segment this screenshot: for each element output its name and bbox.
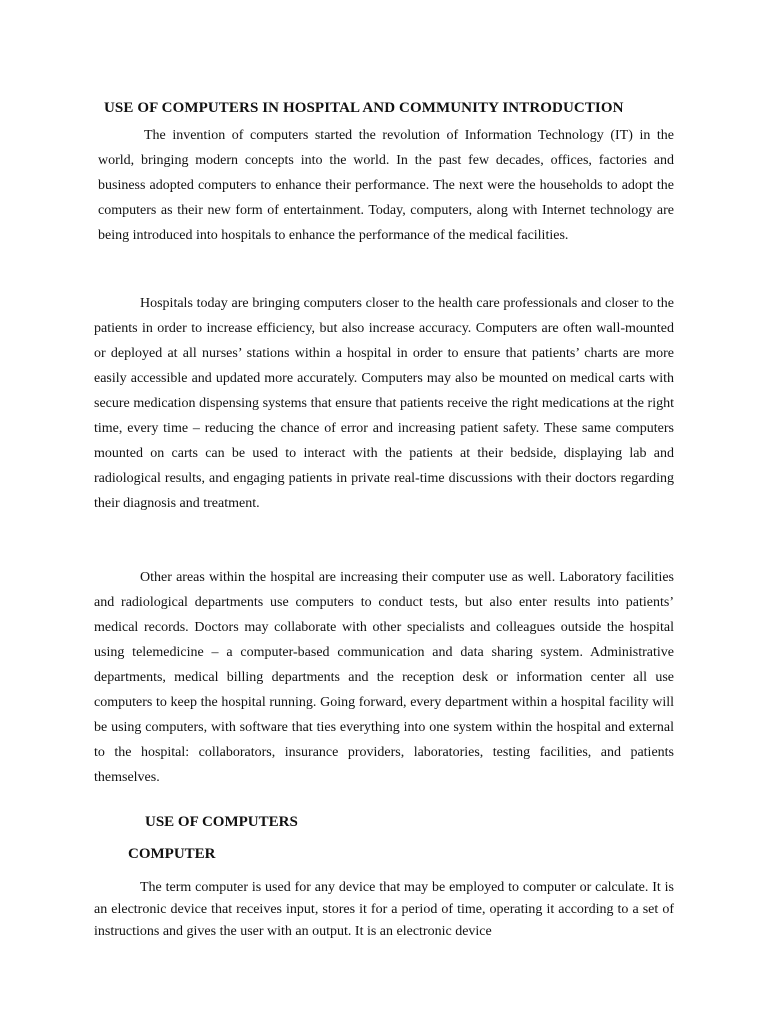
paragraph-other-areas: Other areas within the hospital are increasing their computer use as well. Laboratory facilities and radiological departments use computers to conduct tests, but also enter results into patients’ medical records. Doctors may collaborate with other specialists and colleagues outside the hospital using telemedicine – a computer-based communication and data sharing system. Administrative departments, medical billing departments and the reception desk or information center all use computers to keep the hospital running. Going forward, every department within a hospital facility will be using computers, with software that ties everything into one system within the hospital and external to the hospital: collaborators, insurance providers, laboratories, testing facilities, and patients themselves. [94,570,674,785]
paragraph-introduction: The invention of computers started the revolution of Information Technology (IT) in the world, bringing modern concepts into the world. In the past few decades, offices, factories and business adopted computers to enhance their performance. The next were the households to adopt the computers as their new form of entertainment. Today, computers, along with Internet technology are being introduced into hospitals to enhance the performance of the medical facilities. [98,128,674,243]
subsection-heading: COMPUTER [128,846,216,862]
paragraph-hospitals-today: Hospitals today are bringing computers closer to the health care professionals and closer to the patients in order to increase efficiency, but also increase accuracy. Computers are often wall-mounted or deployed at all nurses’ stations within a hospital in order to ensure that patients’ charts are more easily accessible and updated more accurately. Computers may also be mounted on medical carts with secure medication dispensing systems that ensure that patients receive the right medications at the right time, every time – reducing the chance of error and increasing patient safety. These same computers mounted on carts can be used to interact with the patients at their bedside, displaying lab and radiological results, and engaging patients in private real-time discussions with their doctors regarding their diagnosis and treatment. [94,296,674,511]
paragraph-computer-definition: The term computer is used for any device that may be employed to computer or calculate. It is an electronic device that receives input, stores it for a period of time, operating it according to a set of instructions and gives the user with an output. It is an electronic device [94,880,674,939]
document-title: USE OF COMPUTERS IN HOSPITAL AND COMMUNITY INTRODUCTION [104,100,624,116]
section-heading: USE OF COMPUTERS [145,814,298,830]
